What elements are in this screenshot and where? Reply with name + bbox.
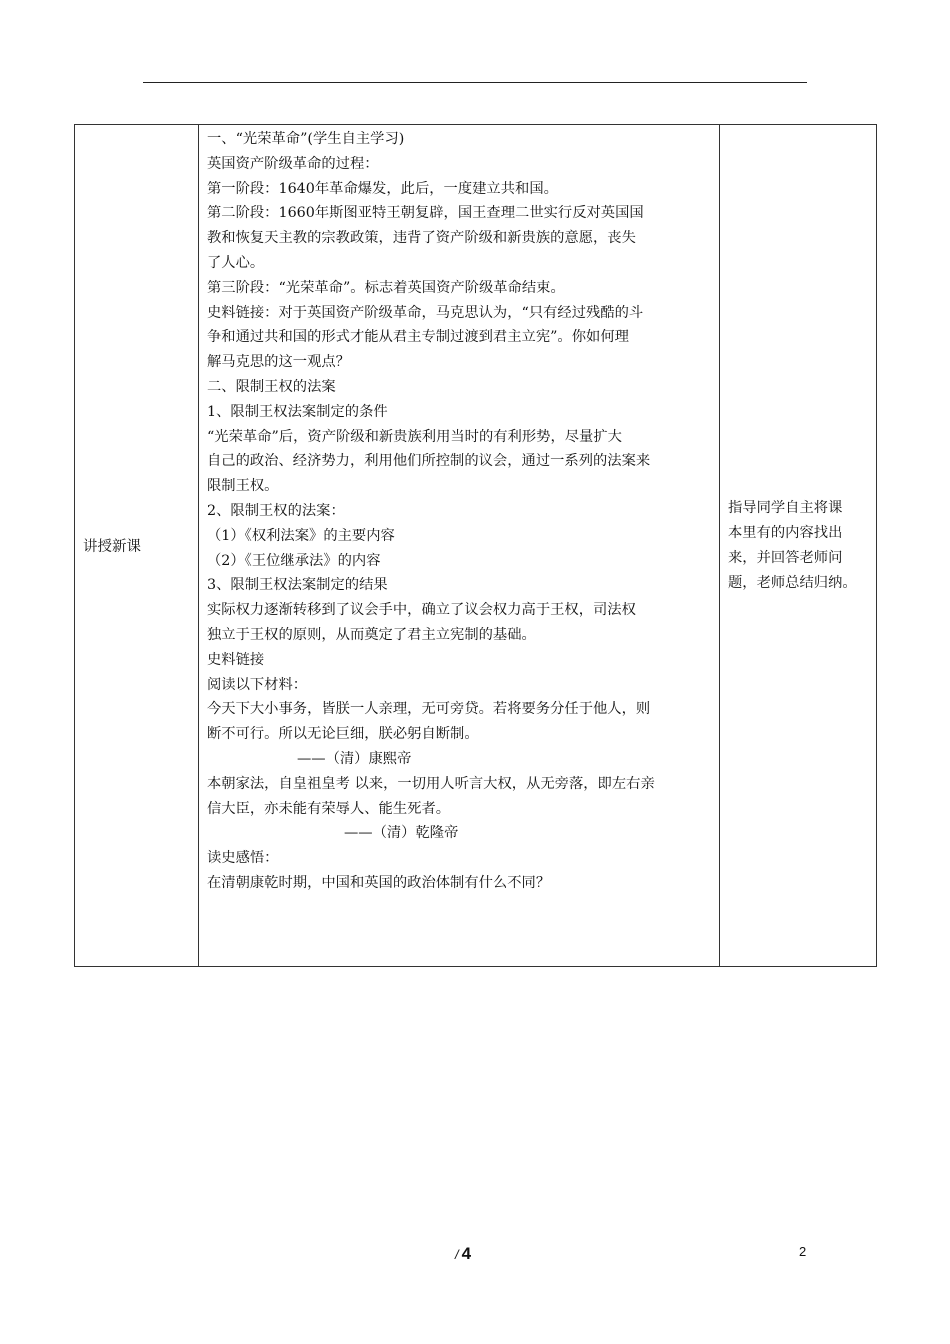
- lesson-content: [199, 125, 720, 967]
- content-line: 断不可行。所以无论巨细，朕必躬自断制。: [207, 726, 479, 743]
- content-line: 第三阶段：“光荣革命”。标志着英国资产阶级革命结束。: [207, 279, 565, 296]
- lesson-table: [74, 124, 877, 967]
- content-line: 在清朝康乾时期，中国和英国的政治体制有什么不同？: [207, 874, 551, 891]
- content-line: （2）《王位继承法》的内容: [207, 552, 381, 569]
- content-line: 史料链接: [207, 651, 265, 668]
- content-line: 2、限制王权的法案：: [207, 502, 345, 519]
- content-line: 实际权力逐渐转移到了议会手中，确立了议会权力高于王权，司法权: [207, 602, 636, 619]
- section-label: 讲授新课: [75, 125, 199, 967]
- content-line: 信大臣，亦未能有荣辱人、能生死者。: [207, 800, 451, 817]
- content-line: 读史感悟：: [207, 850, 279, 867]
- content-line: 史料链接：对于英国资产阶级革命，马克思认为，“只有经过残酷的斗: [207, 304, 644, 321]
- content-line: 本朝家法，自皇祖皇考 以来，一切用人听言大权，从无旁落，即左右亲: [207, 775, 655, 792]
- content-line: 了人心。: [207, 254, 265, 271]
- content-line: ——（清）乾隆帝: [344, 825, 459, 842]
- table-row: [75, 125, 877, 967]
- notes-line: 本里有的内容找出: [728, 524, 843, 541]
- content-line: 阅读以下材料：: [207, 676, 308, 693]
- page-total: [455, 1244, 471, 1264]
- header-rule: [143, 82, 807, 83]
- content-line: （1）《权利法案》的主要内容: [207, 527, 395, 544]
- content-line: 自己的政治、经济势力，利用他们所控制的议会，通过一系列的法案来: [207, 453, 651, 470]
- page-number: 2: [799, 1244, 807, 1259]
- content-line: 第一阶段：1640年革命爆发，此后，一度建立共和国。: [207, 180, 558, 197]
- content-line: 1、限制王权法案制定的条件: [207, 403, 388, 420]
- content-line: ——（清）康熙帝: [297, 750, 412, 767]
- notes-line: 题，老师总结归纳。: [728, 574, 857, 591]
- notes-line: 指导同学自主将课: [728, 499, 843, 516]
- content-line: 英国资产阶级革命的过程：: [207, 155, 379, 172]
- content-line: 限制王权。: [207, 478, 279, 495]
- page-total-number: 4: [461, 1244, 472, 1263]
- content-line: 今天下大小事务，皆朕一人亲理，无可旁贷。若将要务分任于他人，则: [207, 701, 651, 718]
- content-line: 争和通过共和国的形式才能从君主专制过渡到君主立宪”。你如何理: [207, 329, 629, 346]
- teacher-notes: [720, 125, 877, 967]
- page-slash: /: [455, 1247, 459, 1262]
- content-line: 二、限制王权的法案: [207, 378, 336, 395]
- content-line: 一、“光荣革命”(学生自主学习): [207, 131, 405, 147]
- content-line: 解马克思的这一观点？: [207, 354, 350, 371]
- content-line: “光荣革命”后，资产阶级和新贵族利用当时的有利形势，尽量扩大: [207, 428, 622, 445]
- content-line: 第二阶段：1660年斯图亚特王朝复辟，国王查理二世实行反对英国国: [207, 205, 644, 222]
- content-line: 3、限制王权法案制定的结果: [207, 577, 388, 594]
- content-line: 教和恢复天主教的宗教政策，违背了资产阶级和新贵族的意愿，丧失: [207, 230, 636, 247]
- notes-line: 来，并回答老师问: [728, 549, 843, 566]
- content-line: 独立于王权的原则，从而奠定了君主立宪制的基础。: [207, 626, 536, 643]
